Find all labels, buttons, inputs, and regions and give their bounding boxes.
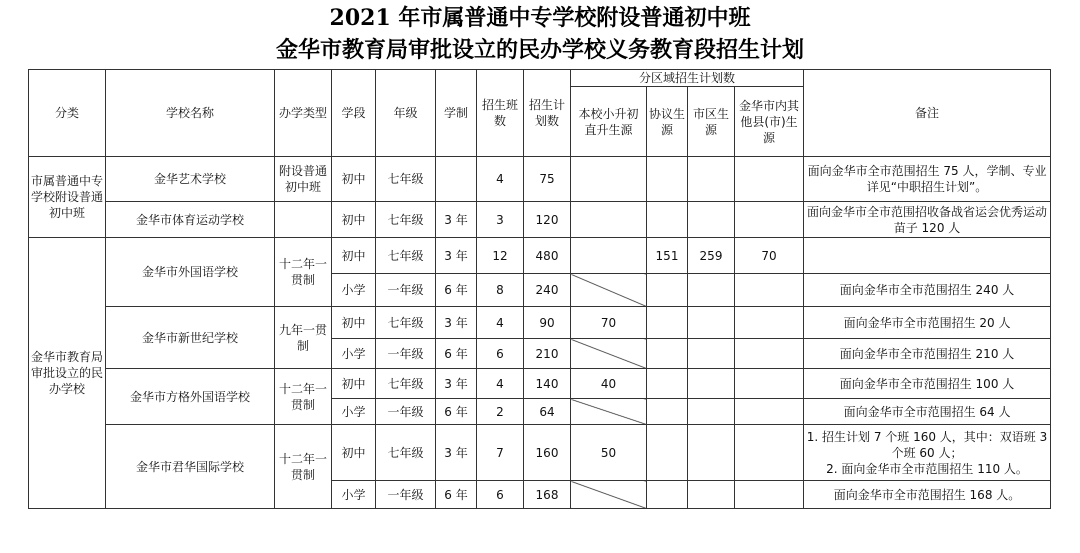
school-name: 金华市体育运动学校 bbox=[106, 202, 275, 238]
agreement bbox=[647, 481, 688, 509]
plan: 480 bbox=[524, 238, 571, 274]
other-counties bbox=[735, 369, 804, 399]
header-classes: 招生班数 bbox=[477, 70, 524, 157]
classes: 2 bbox=[477, 399, 524, 425]
school-name: 金华市外国语学校 bbox=[106, 238, 275, 307]
agreement bbox=[647, 307, 688, 339]
classes: 6 bbox=[477, 481, 524, 509]
school-name: 金华市新世纪学校 bbox=[106, 307, 275, 369]
category-cell: 金华市教育局审批设立的民办学校 bbox=[29, 238, 106, 509]
grade: 七年级 bbox=[376, 307, 436, 339]
own-primary bbox=[571, 202, 647, 238]
plan: 168 bbox=[524, 481, 571, 509]
grade: 一年级 bbox=[376, 274, 436, 307]
remark: 面向金华市全市范围招生 20 人 bbox=[804, 307, 1051, 339]
header-stage: 学段 bbox=[332, 70, 376, 157]
remark: 面向金华市全市范围招收备战省运会优秀运动苗子 120 人 bbox=[804, 202, 1051, 238]
agreement bbox=[647, 369, 688, 399]
other-counties bbox=[735, 425, 804, 481]
stage: 初中 bbox=[332, 157, 376, 202]
remark bbox=[804, 238, 1051, 274]
city-district bbox=[688, 307, 735, 339]
plan: 120 bbox=[524, 202, 571, 238]
school-type: 十二年一贯制 bbox=[275, 238, 332, 307]
classes: 12 bbox=[477, 238, 524, 274]
years: 6 年 bbox=[436, 399, 477, 425]
other-counties bbox=[735, 339, 804, 369]
school-type: 九年一贯制 bbox=[275, 307, 332, 369]
page-subtitle: 金华市教育局审批设立的民办学校义务教育段招生计划 bbox=[275, 37, 804, 63]
stage: 初中 bbox=[332, 202, 376, 238]
grade: 一年级 bbox=[376, 339, 436, 369]
enrollment-plan-table bbox=[28, 69, 1051, 509]
city-district bbox=[688, 399, 735, 425]
own-primary-diagonal bbox=[571, 399, 647, 425]
grade: 七年级 bbox=[376, 425, 436, 481]
school-name: 金华市方格外国语学校 bbox=[106, 369, 275, 425]
stage: 小学 bbox=[332, 481, 376, 509]
grade: 七年级 bbox=[376, 202, 436, 238]
header-other-counties: 金华市内其他县(市)生源 bbox=[735, 87, 804, 157]
plan: 75 bbox=[524, 157, 571, 202]
stage: 小学 bbox=[332, 399, 376, 425]
header-school-type: 办学类型 bbox=[275, 70, 332, 157]
city-district bbox=[688, 369, 735, 399]
stage: 初中 bbox=[332, 425, 376, 481]
agreement bbox=[647, 399, 688, 425]
stage: 小学 bbox=[332, 339, 376, 369]
plan: 140 bbox=[524, 369, 571, 399]
table-row bbox=[29, 307, 1051, 339]
header-years: 学制 bbox=[436, 70, 477, 157]
years: 6 年 bbox=[436, 274, 477, 307]
own-primary bbox=[571, 238, 647, 274]
classes: 4 bbox=[477, 307, 524, 339]
header-remarks: 备注 bbox=[804, 70, 1051, 157]
other-counties bbox=[735, 157, 804, 202]
header-agreement: 协议生源 bbox=[647, 87, 688, 157]
header-district-group: 分区域招生计划数 bbox=[571, 70, 804, 87]
plan: 160 bbox=[524, 425, 571, 481]
header-city-district: 市区生源 bbox=[688, 87, 735, 157]
years: 3 年 bbox=[436, 369, 477, 399]
table-row bbox=[29, 202, 1051, 238]
plan: 240 bbox=[524, 274, 571, 307]
table-row bbox=[29, 157, 1051, 202]
own-primary-diagonal bbox=[571, 339, 647, 369]
school-type: 十二年一贯制 bbox=[275, 425, 332, 509]
category-cell: 市属普通中专学校附设普通初中班 bbox=[29, 157, 106, 238]
remark: 面向金华市全市范围招生 210 人 bbox=[804, 339, 1051, 369]
other-counties bbox=[735, 202, 804, 238]
remark: 1. 招生计划 7 个班 160 人，其中：双语班 3 个班 60 人； 2. 面向金华市全市范围招生 110 人。 bbox=[804, 425, 1051, 481]
grade: 七年级 bbox=[376, 157, 436, 202]
years: 3 年 bbox=[436, 425, 477, 481]
header-row-1 bbox=[29, 70, 1051, 87]
years: 3 年 bbox=[436, 202, 477, 238]
years: 3 年 bbox=[436, 238, 477, 274]
plan: 90 bbox=[524, 307, 571, 339]
school-type: 十二年一贯制 bbox=[275, 369, 332, 425]
remark: 面向金华市全市范围招生 75 人，学制、专业详见“中职招生计划”。 bbox=[804, 157, 1051, 202]
agreement bbox=[647, 425, 688, 481]
header-school: 学校名称 bbox=[106, 70, 275, 157]
classes: 4 bbox=[477, 157, 524, 202]
agreement bbox=[647, 157, 688, 202]
remark: 面向金华市全市范围招生 168 人。 bbox=[804, 481, 1051, 509]
stage: 初中 bbox=[332, 369, 376, 399]
grade: 七年级 bbox=[376, 238, 436, 274]
header-category: 分类 bbox=[29, 70, 106, 157]
plan: 64 bbox=[524, 399, 571, 425]
own-primary-diagonal bbox=[571, 481, 647, 509]
header-plan: 招生计划数 bbox=[524, 70, 571, 157]
city-district bbox=[688, 425, 735, 481]
city-district bbox=[688, 202, 735, 238]
other-counties: 70 bbox=[735, 238, 804, 274]
plan: 210 bbox=[524, 339, 571, 369]
classes: 4 bbox=[477, 369, 524, 399]
city-district bbox=[688, 481, 735, 509]
city-district bbox=[688, 157, 735, 202]
school-name: 金华艺术学校 bbox=[106, 157, 275, 202]
school-name: 金华市君华国际学校 bbox=[106, 425, 275, 509]
grade: 七年级 bbox=[376, 369, 436, 399]
own-primary: 40 bbox=[571, 369, 647, 399]
agreement bbox=[647, 339, 688, 369]
agreement bbox=[647, 274, 688, 307]
agreement: 151 bbox=[647, 238, 688, 274]
own-primary: 50 bbox=[571, 425, 647, 481]
years: 3 年 bbox=[436, 307, 477, 339]
classes: 3 bbox=[477, 202, 524, 238]
remark: 面向金华市全市范围招生 64 人 bbox=[804, 399, 1051, 425]
table-row bbox=[29, 238, 1051, 274]
page-title: 2021 年市属普通中专学校附设普通初中班 bbox=[329, 5, 751, 31]
other-counties bbox=[735, 481, 804, 509]
school-type bbox=[275, 202, 332, 238]
city-district bbox=[688, 274, 735, 307]
city-district bbox=[688, 339, 735, 369]
own-primary: 70 bbox=[571, 307, 647, 339]
header-grade: 年级 bbox=[376, 70, 436, 157]
classes: 6 bbox=[477, 339, 524, 369]
own-primary-diagonal bbox=[571, 274, 647, 307]
years: 6 年 bbox=[436, 339, 477, 369]
other-counties bbox=[735, 307, 804, 339]
classes: 7 bbox=[477, 425, 524, 481]
stage: 小学 bbox=[332, 274, 376, 307]
agreement bbox=[647, 202, 688, 238]
stage: 初中 bbox=[332, 307, 376, 339]
own-primary bbox=[571, 157, 647, 202]
classes: 8 bbox=[477, 274, 524, 307]
remark: 面向金华市全市范围招生 100 人 bbox=[804, 369, 1051, 399]
table-row bbox=[29, 425, 1051, 481]
stage: 初中 bbox=[332, 238, 376, 274]
other-counties bbox=[735, 399, 804, 425]
other-counties bbox=[735, 274, 804, 307]
years: 6 年 bbox=[436, 481, 477, 509]
grade: 一年级 bbox=[376, 481, 436, 509]
header-own-primary: 本校小升初直升生源 bbox=[571, 87, 647, 157]
city-district: 259 bbox=[688, 238, 735, 274]
remark: 面向金华市全市范围招生 240 人 bbox=[804, 274, 1051, 307]
grade: 一年级 bbox=[376, 399, 436, 425]
table-row bbox=[29, 369, 1051, 399]
school-type: 附设普通初中班 bbox=[275, 157, 332, 202]
years bbox=[436, 157, 477, 202]
